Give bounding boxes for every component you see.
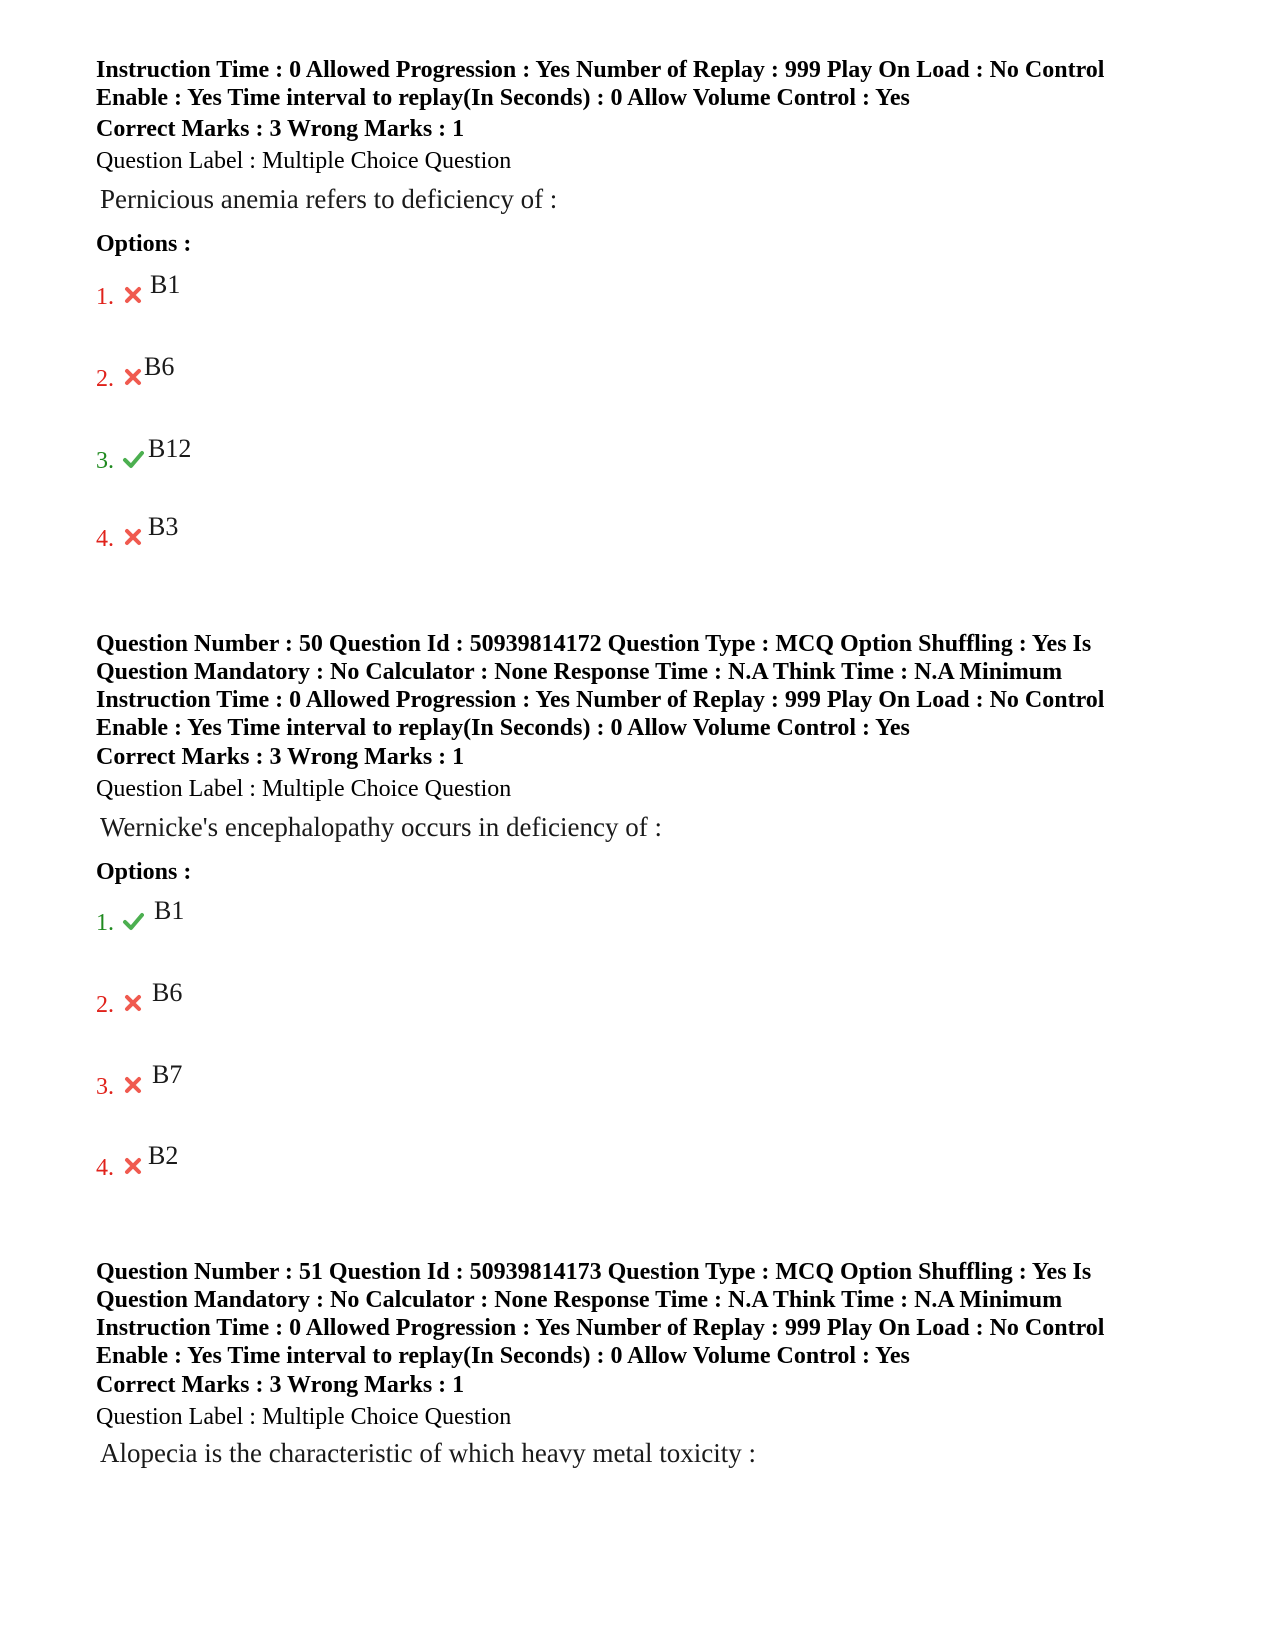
cross-icon	[122, 992, 144, 1014]
meta-line: Enable : Yes Time interval to replay(In Seconds) : 0 Allow Volume Control : Yes	[96, 715, 910, 741]
option-text: B12	[148, 434, 192, 463]
meta-line: Instruction Time : 0 Allowed Progression : Yes Number of Replay : 999 Play On Load : No Control	[96, 1315, 1105, 1341]
marks-line: Correct Marks : 3 Wrong Marks : 1	[96, 744, 465, 770]
meta-line: Question Mandatory : No Calculator : None Response Time : N.A Think Time : N.A Minimum	[96, 659, 1063, 685]
question-meta	[96, 56, 1206, 112]
option-text: B6	[152, 978, 183, 1007]
meta-line: Instruction Time : 0 Allowed Progression : Yes Number of Replay : 999 Play On Load : No Control	[96, 57, 1105, 83]
meta-line: Instruction Time : 0 Allowed Progression : Yes Number of Replay : 999 Play On Load : No Control	[96, 687, 1105, 713]
option-item	[96, 434, 496, 474]
meta-line: Enable : Yes Time interval to replay(In Seconds) : 0 Allow Volume Control : Yes	[96, 85, 910, 111]
cross-icon	[122, 284, 144, 306]
options-heading: Options :	[96, 859, 192, 885]
option-item	[96, 1060, 496, 1100]
option-number: 4.	[96, 526, 114, 552]
option-text: B2	[148, 1141, 179, 1170]
question-label: Question Label : Multiple Choice Question	[96, 1404, 512, 1430]
option-number: 2.	[96, 366, 114, 392]
option-number: 3.	[96, 448, 114, 474]
check-icon	[122, 448, 144, 470]
option-number: 1.	[96, 910, 114, 936]
marks-line: Correct Marks : 3 Wrong Marks : 1	[96, 1372, 465, 1398]
question-meta	[96, 630, 1206, 742]
option-number: 2.	[96, 992, 114, 1018]
question-label: Question Label : Multiple Choice Question	[96, 148, 512, 174]
option-number: 1.	[96, 284, 114, 310]
option-number: 4.	[96, 1155, 114, 1181]
option-number: 3.	[96, 1074, 114, 1100]
cross-icon	[122, 1155, 144, 1177]
option-item	[96, 1141, 496, 1181]
option-text: B7	[152, 1060, 183, 1089]
option-item	[96, 512, 496, 552]
option-item	[96, 352, 496, 392]
option-item	[96, 896, 496, 936]
option-text: B3	[148, 512, 179, 541]
meta-line: Question Number : 50 Question Id : 50939814172 Question Type : MCQ Option Shuffling : Yes Is	[96, 631, 1092, 657]
marks-line: Correct Marks : 3 Wrong Marks : 1	[96, 116, 465, 142]
question-text: Alopecia is the characteristic of which heavy metal toxicity :	[100, 1438, 757, 1468]
option-text: B6	[144, 352, 175, 381]
question-text: Wernicke's encephalopathy occurs in deficiency of :	[100, 812, 662, 842]
question-text: Pernicious anemia refers to deficiency of :	[100, 184, 558, 214]
question-label: Question Label : Multiple Choice Question	[96, 776, 512, 802]
question-meta	[96, 1258, 1206, 1370]
cross-icon	[122, 366, 144, 388]
cross-icon	[122, 1074, 144, 1096]
meta-line: Enable : Yes Time interval to replay(In Seconds) : 0 Allow Volume Control : Yes	[96, 1343, 910, 1369]
option-item	[96, 270, 496, 310]
cross-icon	[122, 526, 144, 548]
option-text: B1	[150, 270, 181, 299]
option-item	[96, 978, 496, 1018]
meta-line: Question Mandatory : No Calculator : None Response Time : N.A Think Time : N.A Minimum	[96, 1287, 1063, 1313]
option-text: B1	[154, 896, 185, 925]
check-icon	[122, 910, 144, 932]
options-heading: Options :	[96, 231, 192, 257]
meta-line: Question Number : 51 Question Id : 50939814173 Question Type : MCQ Option Shuffling : Yes Is	[96, 1259, 1092, 1285]
